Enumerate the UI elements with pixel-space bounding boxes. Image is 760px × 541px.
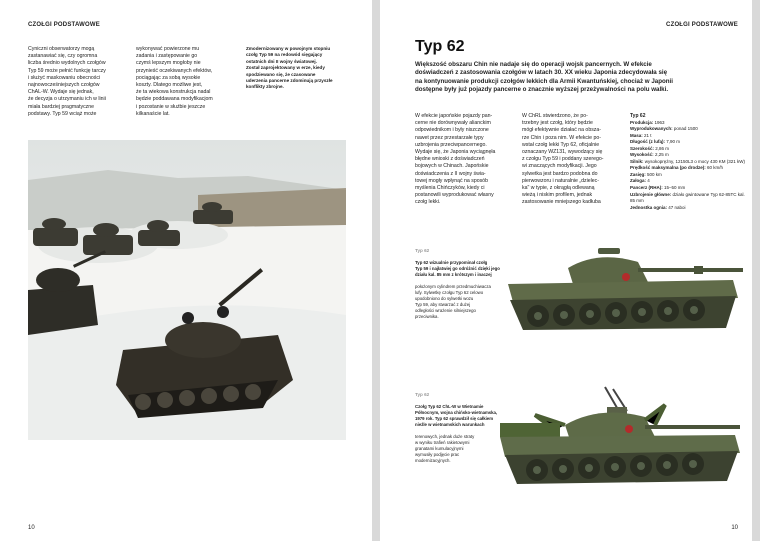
spec-value: 500 km xyxy=(645,171,662,177)
caption-1 xyxy=(415,242,505,326)
running-header: CZOŁGI PODSTAWOWE xyxy=(28,22,100,28)
spec-value: 15–50 mm xyxy=(662,185,686,191)
spec-value: wysokoprężny, 12150L3 o mocy 430 KM (321 kW) xyxy=(643,158,745,164)
spec-label: Produkcja: xyxy=(630,119,654,125)
spec-label: Pancerz (RHA): xyxy=(630,185,663,191)
text-column-1: W efekcie japońskie pojazdy pan- cerne nie dorównywały alianckim odpowiednikom i były niszczone nawet przez przestarzałe typy uzbrojenia przeciwpancernego. Wydaje się, że Japonia wyciągnęła błędne wnioski z doświadczeń bojowych w Chinach. Japońskie doświadczenia z II wojny świa- towej mogły wpłynąć na sposób myślenia Chińczyków, kiedy ci postanowili wyprodukować własny czołg lekki. xyxy=(415,113,496,206)
spec-label: Załoga: xyxy=(630,178,647,184)
spec-label: Masa: xyxy=(630,132,643,138)
spec-value: 60 km/h xyxy=(705,165,724,171)
text-column-1: Cyniczni obserwatorzy mogą zastanawiać się, czy ogromna liczba średnio wydolnych czołgów Typ 59 może pełnić funkcję tarczy i służyć maskowaniu obecności najnowocześniejszych czołgów ChAL-W. Wydaje się jednak, że decyzja o utrzymaniu ich w linii miała bardziej pragmatyczne podstawy. Typ 59 wciąż może xyxy=(28,46,106,117)
text-column-2: wykonywać powierzone mu zadania i zastępowanie go czymś lepszym mogłoby nie przynieść oczekiwanych efektów, pociągając za sobą wysokie koszty. Dlatego możliwe jest, że ta wiekowa konstrukcja nadal będzie poddawana modyfikacjom i pozostanie w służbie jeszcze kilkanaście lat. xyxy=(136,46,213,117)
spec-value: 7,90 m xyxy=(665,139,681,145)
lead-paragraph: Większość obszaru Chin nie nadaje się do operacji wojsk pancernych. W efekcie doświadczeń z zastosowania czołgów w latach 30. XX wieku Japonia zdecydowała się na kontynuowanie produkcji czołgów lekkich dla Armii Kwantuńskiej, chociaż w Japonii dostępne były już pojazdy pancerne o znacznie wyższej przeżywalności na polu walki. xyxy=(415,61,673,94)
spec-list xyxy=(630,120,745,212)
winter-tanks-image xyxy=(28,140,346,440)
spec-value: 2,86 m xyxy=(654,145,670,151)
spec-box xyxy=(630,113,745,211)
side-note: Zmodernizowany w powojnym stopniu czołg Typ 59 na redowód sięgający ostatnich dni II wojny światowej. Został zaprojektowany w erze, kiedy spodziewano się, że czasowane uderzenia pancerne zdominują przyszłe konflikty zbrojne. xyxy=(246,46,333,90)
section-title: Typ 62 xyxy=(415,38,465,55)
spec-value: 1963 xyxy=(653,119,665,125)
text-column-2: W ChRL stwierdzono, że po- trzebny jest czołg, który będzie mógł efektywnie działać na obsza- rze Chin i poza nim. W efekcie po- wstał czołg lekki Typ 62, oficjalnie oznaczany WZ131, wywodzący się z czołgu Typ 59 i poddany szerego- wi znaczących modyfikacji. Jego sylwetka jest bardzo podobna do pierwowzoru i naturalnie „dzielec- ka" w typie, z okrągłą odlewaną wieżą i niskim profilem, jednak zastosowanie mniejszego kadłuba xyxy=(522,113,604,206)
spec-label: Prędkość maksymalna (po drodze): xyxy=(630,165,706,171)
spec-label: Silnik: xyxy=(630,158,644,164)
spec-label: Uzbrojenie główne: xyxy=(630,191,672,197)
spec-value: działo gwintowane Typ 62-85TC kal. 85 mm xyxy=(630,191,745,204)
spec-value: 21 t xyxy=(642,132,652,138)
spec-value: 4 xyxy=(646,178,650,184)
page-number: 10 xyxy=(731,525,738,531)
caption-bold: Typ 62 wizualnie przypominał czołg Typ 59 i najłatwiej go odróżnić dzięki jego działu kal. 85 mm z krótszym i inaczej xyxy=(415,260,500,277)
spec-title: Typ 62 xyxy=(630,113,646,119)
type-62-tank-illustration xyxy=(498,240,748,350)
caption-title: Typ 62 xyxy=(415,248,430,253)
right-page xyxy=(380,0,752,541)
tank-column-photo xyxy=(28,140,346,440)
spec-row xyxy=(630,192,745,205)
spec-label: Wysokość: xyxy=(630,152,654,158)
spec-label: Zasięg: xyxy=(630,171,646,177)
spec-label: Wyprodukowanych: xyxy=(630,126,673,132)
caption-bold: Czołg Typ 62 ChL-W w Wietnamie Północnym, wojna chińsko-wietnamska, 1979 rok. Typ 62 sprawdził się całkiem nieźle w wietnamskich warunkach xyxy=(415,404,498,427)
caption-text: terenowych, jednak duże straty w wyniku trafień rakietowymi granatami kumulacyjnymi wymusiły podjęcie prac modernizacyjnych. xyxy=(415,434,475,463)
spec-label: Jednostka ognia: xyxy=(630,204,668,210)
spec-value: 2,25 m xyxy=(653,152,669,158)
left-page xyxy=(0,0,372,541)
spec-row xyxy=(630,205,745,212)
page-number: 10 xyxy=(28,525,35,531)
caption-title: Typ 62 xyxy=(415,392,430,397)
spec-label: Długość (z lufą): xyxy=(630,139,665,145)
camouflaged-tank-illustration xyxy=(495,385,750,505)
spec-value: ponad 1500 xyxy=(672,126,698,132)
running-header: CZOŁGI PODSTAWOWE xyxy=(666,22,738,28)
spec-label: Szerokość: xyxy=(630,145,655,151)
spec-value: 47 naboi xyxy=(667,204,686,210)
caption-text: położonym cylindrem przedmuchiwacza lufy. Sylwetkę czołgu Typ 62 celowo upodobniono do sylwetki wozu Typ 59, aby stwarzać z dużej odległości wrażenie silniejszego przeciwnika. xyxy=(415,284,491,319)
